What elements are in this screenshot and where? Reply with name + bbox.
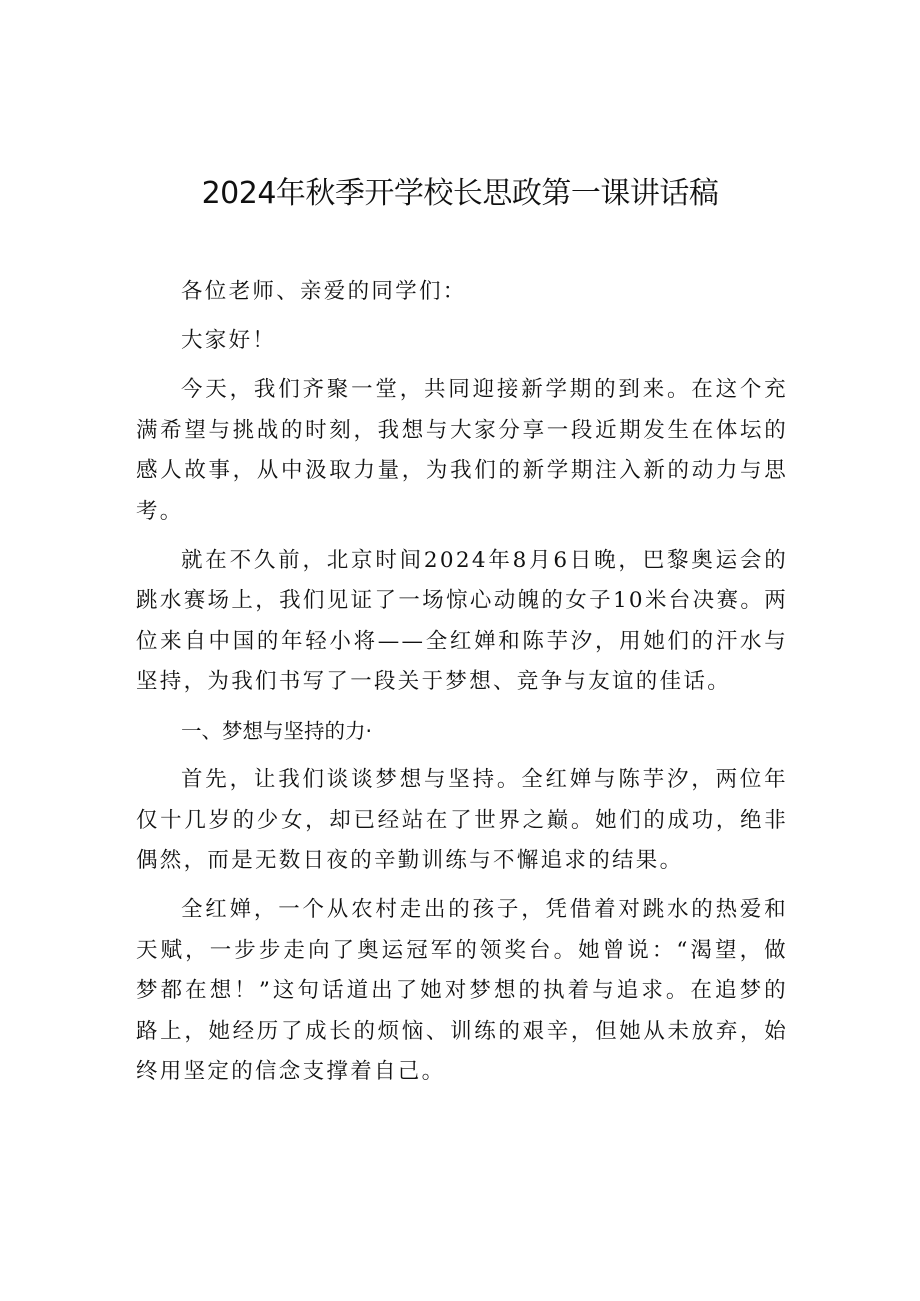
greeting: 大家好！ — [181, 328, 277, 353]
document-body — [136, 272, 788, 1101]
document-title: 2024年秋季开学校长思政第一课讲话稿 — [201, 176, 719, 211]
body-paragraph: 就在不久前，北京时间2024年8月6日晚，巴黎奥运会的跳水赛场上，我们见证了一场惊心动魄的女子10米台决赛。两位来自中国的年轻小将——全红婵和陈芋汐，用她们的汗水与坚持，为我们书写了一段关于梦想、竞争与友谊的佳话。 — [136, 547, 788, 694]
body-paragraph: 全红婵，一个从农村走出的孩子，凭借着对跳水的热爱和天赋，一步步走向了奥运冠军的领奖台。她曾说：“渴望，做梦都在想！”这句话道出了她对梦想的执着与追求。在追梦的路上，她经历了成长的烦恼、训练的艰辛，但她从未放弃，始终用坚定的信念支撑着自己。 — [136, 897, 788, 1084]
body-paragraph: 首先，让我们谈谈梦想与坚持。全红婵与陈芋汐，两位年仅十几岁的少女，却已经站在了世界之巅。她们的成功，绝非偶然，而是无数日夜的辛勤训练与不懈追求的结果。 — [136, 767, 788, 873]
salutation: 各位老师、亲爱的同学们： — [181, 279, 467, 304]
section-heading: 一、梦想与坚持的力· — [181, 719, 373, 743]
body-paragraph: 今天，我们齐聚一堂，共同迎接新学期的到来。在这个充满希望与挑战的时刻，我想与大家分享一段近期发生在体坛的感人故事，从中汲取力量，为我们的新学期注入新的动力与思考。 — [136, 377, 788, 524]
